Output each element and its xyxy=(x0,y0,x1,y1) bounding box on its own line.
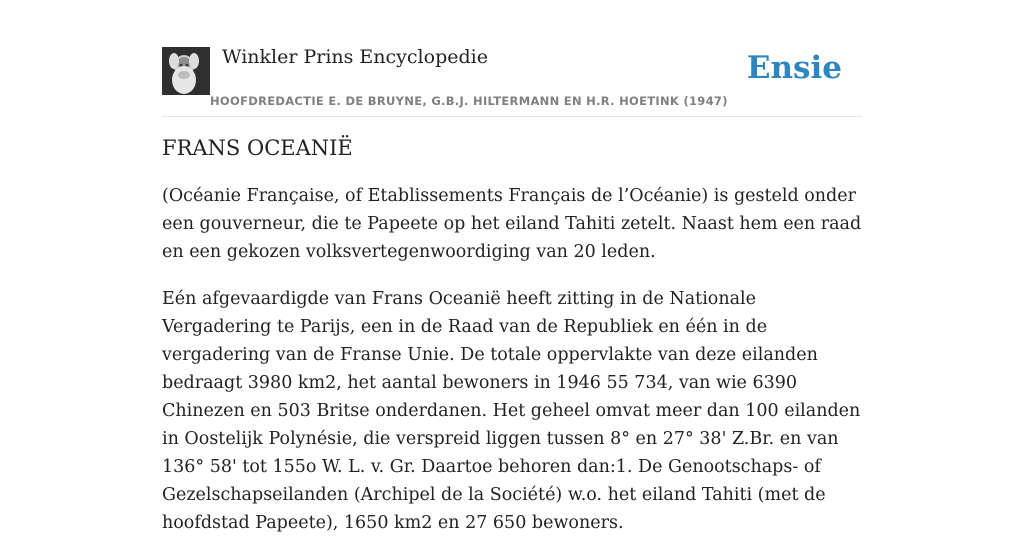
article-paragraph: (Océanie Française, of Etablissements Français de l’Océanie) is gesteld onder een gouverneur, die te Papeete op het eiland Tahiti zetelt. Naast hem een raad en een gekozen volksvertegenwoordiging van 20 leden. xyxy=(162,186,862,262)
site-title: Winkler Prins Encyclopedie xyxy=(222,46,488,68)
article-paragraph: Eén afgevaardigde van Frans Oceanië heeft zitting in de Nationale Vergadering te Parijs, een in de Raad van de Republiek en één in de vergadering van de Franse Unie. De totale oppervlakte van deze eilanden bedraagt 3980 km2, het aantal bewoners in 1946 55 734, van wie 6390 Chinezen en 503 Britse onderdanen. Het geheel omvat meer dan 100 eilanden in Oostelijk Polynésie, die verspreid liggen tussen 8° en 27° 38' Z.Br. en van 136° 58' tot 155o W. L. v. Gr. Daartoe behoren dan:1. De Genootschaps- of Gezelschapseilanden (Archipel de la Société) w.o. het eiland Tahiti (met de hoofdstad Papeete), 1650 km2 en 27 650 bewoners. xyxy=(162,289,861,533)
article-title: FRANS OCEANIË xyxy=(162,136,353,160)
site-header xyxy=(162,44,862,117)
site-subtitle: HOOFDREDACTIE E. DE BRUYNE, G.B.J. HILTERMANN EN H.R. HOETINK (1947) xyxy=(210,94,728,108)
article xyxy=(162,136,862,556)
portrait-image xyxy=(162,47,210,95)
editor-portrait xyxy=(162,47,210,95)
brand-logo-link[interactable]: Ensie xyxy=(746,50,842,86)
